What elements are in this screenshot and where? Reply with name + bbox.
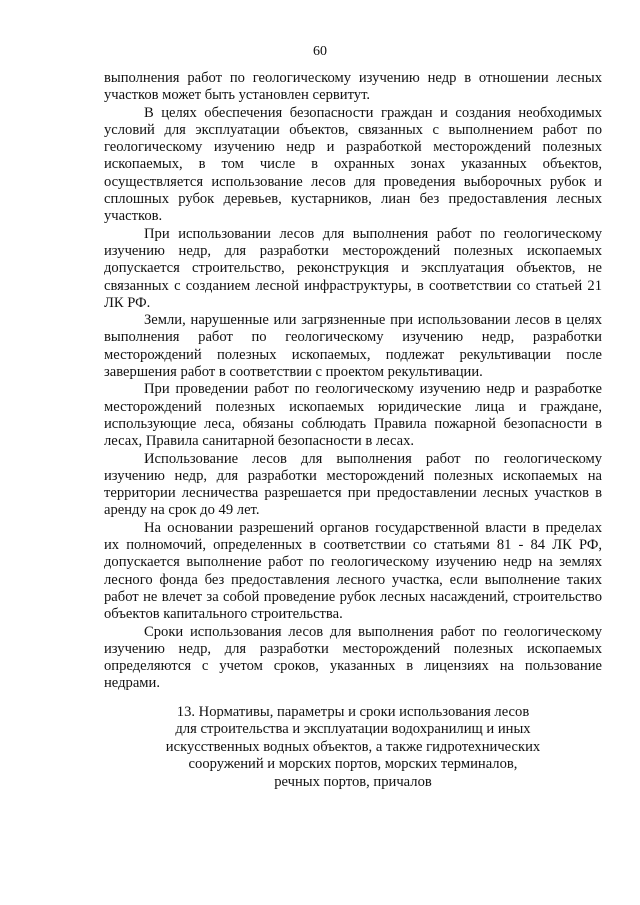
page-number: 60 [313, 44, 327, 59]
section-heading-line: сооружений и морских портов, морских терминалов, [188, 756, 518, 773]
paragraph-fire-safety: При проведении работ по геологическому изучению недр и разработке месторождений полезных ископаемых юридические лица и граждане, использующие леса, обязаны соблюдать Правила пожарной безопасности в лесах, Правила санитарной безопасности в лесах. [104, 381, 602, 450]
paragraph-safety-felling: В целях обеспечения безопасности граждан и создания необходимых условий для эксплуатации объектов, связанных с выполнением работ по геологическому изучению недр и разработкой месторождений полезных ископаемых, в том числе в охранных зонах указанных объектов, осуществляется использование лесов для проведения выборочных рубок и сплошных рубок деревьев, кустарников, лиан без предоставления лесных участков. [104, 104, 602, 225]
section-heading-line: для строительства и эксплуатации водохранилищ и иных [175, 721, 531, 738]
paragraph-servitude: выполнения работ по геологическому изучению недр в отношении лесных участков может быть установлен сервитут. [104, 70, 602, 104]
paragraph-usage-terms: Сроки использования лесов для выполнения работ по геологическому изучению недр, для разработки месторождений полезных ископаемых определяются с учетом сроков, указанных в лицензиях на пользование недрами. [104, 623, 602, 692]
body-text [104, 70, 602, 693]
paragraph-lease-term: Использование лесов для выполнения работ по геологическому изучению недр, для разработки месторождений полезных ископаемых на территории лесничества разрешается при предоставлении лесных участков в аренду на срок до 49 лет. [104, 450, 602, 519]
section-heading [104, 704, 602, 791]
paragraph-construction: При использовании лесов для выполнения работ по геологическому изучению недр, для разработки месторождений полезных ископаемых допускается строительство, реконструкция и эксплуатация объектов, не связанных с созданием лесной инфраструктуры, в соответствии со статьей 21 ЛК РФ. [104, 225, 602, 311]
paragraph-recultivation: Земли, нарушенные или загрязненные при использовании лесов в целях выполнения работ по геологическому изучению недр, разработки месторождений полезных ископаемых, подлежат рекультивации после завершения работ в соответствии с проектом рекультивации. [104, 312, 602, 381]
section-heading-line: речных портов, причалов [274, 773, 432, 790]
paragraph-permits: На основании разрешений органов государственной власти в пределах их полномочий, определенных в соответствии со статьями 81 - 84 ЛК РФ, допускается выполнение работ по геологическому изучению недр на землях лесного фонда без предоставления лесного участка, если выполнение таких работ не влечет за собой проведение рубок лесных насаждений, строительство объектов капитального строительства. [104, 519, 602, 623]
section-heading-line: 13. Нормативы, параметры и сроки использования лесов [176, 704, 530, 720]
section-heading-line: искусственных водных объектов, а также гидротехнических [165, 738, 541, 755]
